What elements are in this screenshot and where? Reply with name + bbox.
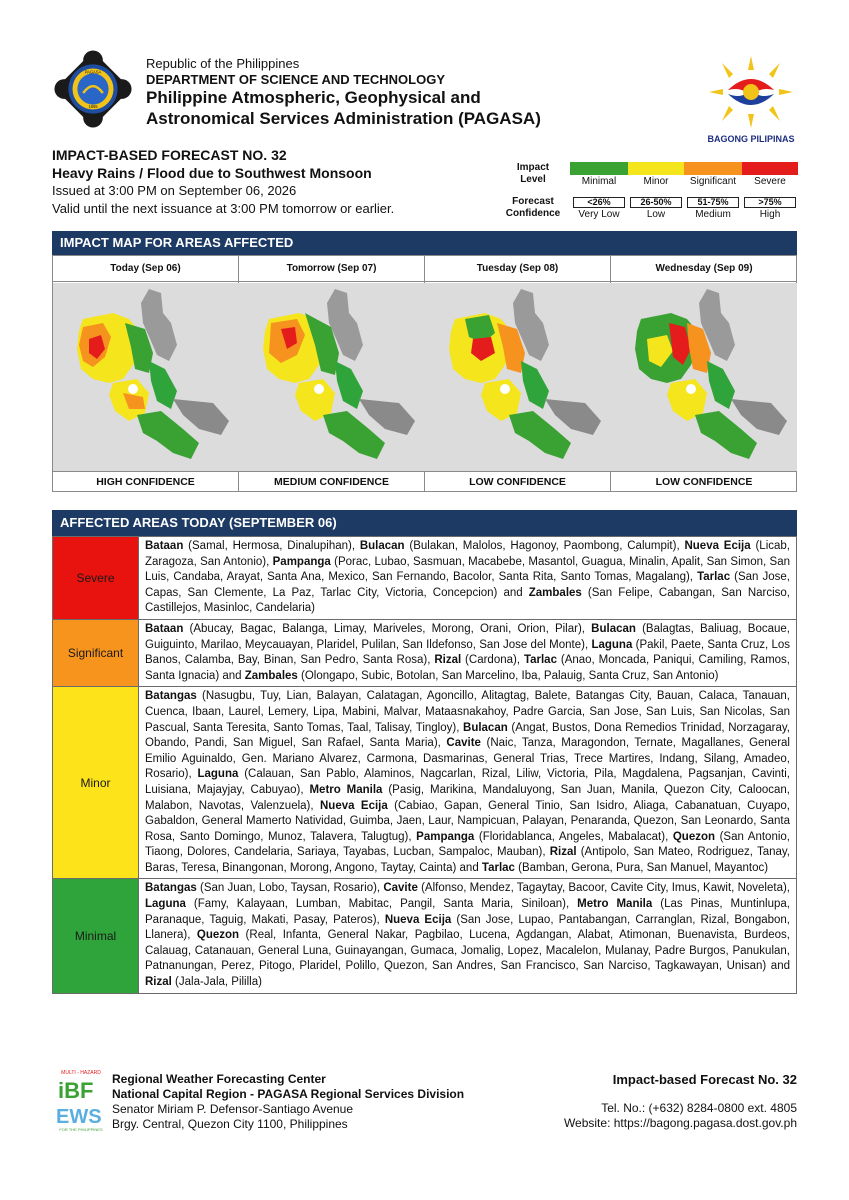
legend-level-severe: Severe xyxy=(754,176,786,187)
municipality-list: (Pakil, Paete, Santa Cruz, Los Banos, Calamba, Bay, Binan, San Pedro, Santa Rosa), xyxy=(145,638,790,667)
province-name: Rizal xyxy=(434,654,462,667)
impact-legend xyxy=(498,162,798,222)
footer-contact-block xyxy=(564,1072,797,1131)
municipality-list: (Licab, Zaragoza, San Antonio), xyxy=(145,540,790,568)
legend-pct-high: >75% xyxy=(744,197,796,208)
impact-map-grid xyxy=(52,255,797,492)
municipality-list: (Calauan, San Pablo, Alaminos, Nagcarlan, Rizal, Liliw, Victoria, Pila, Magdalena, Pagsanjan, Cavinti, Luisiana, Majayjay, Cabuyao), xyxy=(145,768,790,796)
province-name: Laguna xyxy=(145,898,186,911)
bagong-pilipinas-emblem-icon xyxy=(698,50,804,134)
map-panel-tuesday xyxy=(425,256,611,491)
map-day-label: Today (Sep 06) xyxy=(53,256,238,282)
province-name: Metro Manila xyxy=(309,783,383,796)
svg-text:EWS: EWS xyxy=(56,1106,102,1128)
province-name: Rizal xyxy=(145,976,172,989)
svg-text:MULTI - HAZARD: MULTI - HAZARD xyxy=(61,1070,101,1076)
legend-level-minor: Minor xyxy=(643,176,669,187)
affected-row-minor xyxy=(53,687,796,879)
legend-level-minimal: Minimal xyxy=(581,176,617,187)
municipality-list: (Olongapo, Subic, Botolan, San Marcelino, Iba, Palauig, Santa Cruz, San Antonio) xyxy=(297,669,719,682)
municipality-list: (Naic, Tanza, Maragondon, Ternate, Magallanes, General Emilio Aguinaldo, Gen. Mariano Alvarez, Carmona, Dasmarinas, General Trias, Trece Martires, Indang, Silang, Amadeo, Rosario), xyxy=(145,737,790,781)
issued-time: Issued at 3:00 PM on September 06, 2026 xyxy=(52,183,297,198)
municipality-list: (Angat, Bustos, Dona Remedios Trinidad, Norzagaray, Obando, Pandi, San Miguel, San Rafael, Santa Maria), xyxy=(145,721,790,750)
province-name: Tarlac xyxy=(523,654,557,667)
impact-map-wednesday xyxy=(611,283,797,471)
legend-conf-low: Low xyxy=(646,209,666,220)
municipality-list: (San Juan, Lobo, Taysan, Rosario), xyxy=(196,882,384,895)
municipality-list: (Alfonso, Mendez, Tagaytay, Bacoor, Cavite City, Imus, Kawit, Noveleta), xyxy=(417,882,790,895)
legend-conf-high: High xyxy=(759,209,781,220)
legend-conf-medium: Medium xyxy=(695,209,731,220)
agency-line-2: Astronomical Services Administration (PAGASA) xyxy=(146,109,541,128)
municipality-list: (Floridablanca, Angeles, Mabalacat), xyxy=(474,830,673,843)
province-name: Tarlac xyxy=(481,861,515,874)
footer-address-2: Brgy. Central, Quezon City 1100, Philippines xyxy=(112,1117,348,1131)
impact-level-cell: Minimal xyxy=(53,879,139,992)
affected-areas-cell xyxy=(139,879,796,992)
legend-swatch-significant xyxy=(684,162,742,175)
municipality-list: (Porac, Lubao, Sasmuan, Macabebe, Masantol, Guagua, Minalin, Apalit, San Simon, San Luis, Candaba, Arayat, Santa Ana, Mexico, San Fernando, Bacolor, Santa Rita, Santo Tomas, Magalang), xyxy=(145,555,790,584)
forecast-title-block xyxy=(52,146,492,218)
footer-address-1: Senator Miriam P. Defensor-Santiago Avenue xyxy=(112,1102,354,1116)
department-line: DEPARTMENT OF SCIENCE AND TECHNOLOGY xyxy=(146,72,446,87)
affected-row-minimal xyxy=(53,879,796,992)
impact-map-today xyxy=(53,283,239,471)
province-name: Zambales xyxy=(244,669,298,682)
municipality-list: (Balagtas, Baliuag, Bocaue, Guiguinto, Marilao, Meycauayan, Plaridel, Pulilan, San Ildefonso, San Jose del Monte), xyxy=(145,622,790,651)
municipality-list: (Abucay, Bagac, Balanga, Limay, Mariveles, Morong, Orani, Orion, Pilar), xyxy=(183,622,592,635)
province-name: Laguna xyxy=(591,638,633,651)
validity-note: Valid until the next issuance at 3:00 PM tomorrow or earlier. xyxy=(52,201,395,216)
province-name: Metro Manila xyxy=(577,898,653,911)
province-name: Quezon xyxy=(196,929,240,942)
province-name: Bulacan xyxy=(463,721,508,734)
province-name: Pampanga xyxy=(272,555,331,568)
legend-level-significant: Significant xyxy=(689,176,737,187)
province-name: Cavite xyxy=(383,882,418,895)
municipality-list: (Nasugbu, Tuy, Lian, Balayan, Calatagan, Agoncillo, Alitagtag, Balete, Batangas City, Bauan, Calaca, Tanauan, Cuenca, Ibaan, Laurel, Lemery, Lipa, Mabini, Malvar, Mataasnakahoy, Padre Garcia, San Jose, San Luis, San Nicolas, San Pascual, Santa Teresita, Santo Tomas, Taal, Talisay, Tingloy), xyxy=(145,690,790,734)
page-header xyxy=(50,44,810,144)
province-name: Laguna xyxy=(197,768,239,781)
page-footer xyxy=(52,1066,797,1136)
hazard-title: Heavy Rains / Flood due to Southwest Monsoon xyxy=(52,165,372,181)
municipality-list: (Pasig, Marikina, Mandaluyong, San Juan, Manila, Quezon City, Caloocan, Malabon, Navotas, Valenzuela), xyxy=(145,783,790,812)
province-name: Bataan xyxy=(145,540,184,552)
municipality-list: (Real, Infanta, General Nakar, Pagbilao, Lucena, Agdangan, Alabat, Atimonan, Buenavista, Burdeos, Calauag, Catanauan, General Luna, Guinayangan, Gumaca, Jomalig, Lopez, Macalelon, Mulanay, Padre Burgos, Panukulan, Patnanungan, Perez, Pitogo, Plaridel, Polillo, Quezon, San Andres, San Francisco, San Narciso, Tagkawayan, Unisan) and xyxy=(145,929,790,973)
province-name: Batangas xyxy=(145,690,197,703)
map-panel-tomorrow xyxy=(239,256,425,491)
municipality-list: (San Jose, Capas, San Clemente, La Paz, Tarlac City, Victoria, Concepcion) and xyxy=(145,571,790,599)
footer-address-block xyxy=(112,1072,464,1132)
province-name: Tarlac xyxy=(697,571,731,584)
province-name: Zambales xyxy=(528,586,582,599)
legend-pct-very-low: <26% xyxy=(573,197,625,208)
municipality-list: (Cabiao, Gapan, General Tinio, San Isidro, Aliaga, Cabanatuan, Cuyapo, Gabaldon, General Mamerto Natividad, Guimba, Jaen, Laur, Nampicuan, Palayan, Penaranda, Quezon, San Leonardo, Santa Rosa, Santo Domingo, Munoz, Talavera, Talugtug), xyxy=(145,799,790,843)
legend-swatch-severe xyxy=(742,162,798,175)
province-name: Bulacan xyxy=(591,622,636,635)
forecast-confidence-label: Forecast Confidence xyxy=(505,196,561,219)
affected-areas-cell xyxy=(139,687,796,878)
agency-line-1: Philippine Atmospheric, Geophysical and xyxy=(146,88,481,107)
province-name: Bulacan xyxy=(359,540,405,552)
province-name: Nueva Ecija xyxy=(384,913,452,926)
province-name: Rizal xyxy=(549,846,577,859)
province-name: Nueva Ecija xyxy=(319,799,388,812)
map-day-label: Tuesday (Sep 08) xyxy=(425,256,610,282)
map-confidence-label: LOW CONFIDENCE xyxy=(611,471,797,491)
impact-level-label: Impact Level xyxy=(516,162,550,185)
province-name: Batangas xyxy=(145,882,197,895)
municipality-list: (Bamban, Gerona, Pura, San Manuel, Mayantoc) xyxy=(514,861,769,874)
forecast-number: IMPACT-BASED FORECAST NO. 32 xyxy=(52,147,287,163)
svg-text:FOR THE PHILIPPINES: FOR THE PHILIPPINES xyxy=(59,1127,103,1132)
map-panel-wednesday xyxy=(611,256,797,491)
footer-doc-title: Impact-based Forecast No. 32 xyxy=(612,1072,797,1087)
dost-logo xyxy=(52,48,134,130)
municipality-list: (Famy, Kalayaan, Lumban, Mabitac, Pangil, Santa Maria, Siniloan), xyxy=(185,898,578,911)
map-confidence-label: HIGH CONFIDENCE xyxy=(53,471,238,491)
map-confidence-label: LOW CONFIDENCE xyxy=(425,471,610,491)
legend-swatch-minor xyxy=(628,162,684,175)
footer-website[interactable]: Website: https://bagong.pagasa.dost.gov.ph xyxy=(563,1116,797,1130)
impact-level-cell: Severe xyxy=(53,537,139,619)
municipality-list: (Cardona), xyxy=(461,654,524,667)
footer-org-2: National Capital Region - PAGASA Regional Services Division xyxy=(112,1087,465,1101)
svg-text:iBF: iBF xyxy=(58,1078,94,1103)
map-panel-today xyxy=(53,256,239,491)
province-name: Pampanga xyxy=(416,830,475,843)
impact-map-tuesday xyxy=(425,283,611,471)
municipality-list: (San Jose, Lupao, Pantabangan, Carranglan, Rizal, Bongabon, Llanera), xyxy=(145,913,790,942)
agency-name-block xyxy=(146,56,541,129)
affected-areas-table xyxy=(52,536,797,994)
map-confidence-label: MEDIUM CONFIDENCE xyxy=(239,471,424,491)
legend-pct-medium: 51-75% xyxy=(687,197,739,208)
municipality-list: (Antipolo, San Mateo, Rodriguez, Tanay, Baras, Teresa, Binangonan, Morong, Angono, Taytay, Cainta) and xyxy=(145,846,790,874)
municipality-list: (Samal, Hermosa, Dinalupihan), xyxy=(183,540,360,552)
municipality-list: (San Felipe, Cabangan, San Narciso, Castillejos, Masinloc, Candelaria) xyxy=(145,586,790,615)
legend-swatch-minimal xyxy=(570,162,628,175)
republic-line: Republic of the Philippines xyxy=(146,56,300,71)
province-name: Cavite xyxy=(446,737,481,750)
legend-pct-low: 26-50% xyxy=(630,197,682,208)
impact-level-cell: Minor xyxy=(53,687,139,878)
province-name: Quezon xyxy=(672,830,716,843)
municipality-list: (Anao, Moncada, Paniqui, Camiling, Ramos, Santa Ignacia) and xyxy=(145,654,790,682)
svg-text:PAGASA: PAGASA xyxy=(84,69,102,75)
municipality-list: (Jala-Jala, Pililla) xyxy=(171,976,262,989)
province-name: Nueva Ecija xyxy=(684,540,751,552)
affected-areas-section-title: AFFECTED AREAS TODAY (SEPTEMBER 06) xyxy=(52,510,797,536)
ibf-ews-logo xyxy=(54,1068,108,1134)
bagong-pilipinas-logo: BAGONG PILIPINAS xyxy=(698,50,804,150)
municipality-list: (Bulakan, Malolos, Hagonoy, Paombong, Calumpit), xyxy=(404,540,685,552)
municipality-list: (San Antonio, Tiaong, Dolores, Candelaria, Sariaya, Tayabas, Lucban, Sampaloc, Mauban), xyxy=(145,830,790,859)
svg-text:1865: 1865 xyxy=(88,103,98,109)
footer-telephone: Tel. No.: (+632) 8284-0800 ext. 4805 xyxy=(601,1101,797,1115)
affected-row-severe xyxy=(53,537,796,620)
impact-map-section-title: IMPACT MAP FOR AREAS AFFECTED xyxy=(52,231,797,255)
footer-org-1: Regional Weather Forecasting Center xyxy=(112,1072,326,1086)
affected-areas-cell xyxy=(139,620,796,686)
map-day-label: Tomorrow (Sep 07) xyxy=(239,256,424,282)
impact-map-tomorrow xyxy=(239,283,425,471)
municipality-list: (Las Pinas, Muntinlupa, Paranaque, Taguig, Makati, Pasay, Pateros), xyxy=(145,898,790,926)
map-day-label: Wednesday (Sep 09) xyxy=(611,256,797,282)
affected-row-significant xyxy=(53,620,796,687)
legend-conf-very-low: Very Low xyxy=(578,209,620,220)
impact-level-cell: Significant xyxy=(53,620,139,686)
affected-areas-cell xyxy=(139,537,796,619)
province-name: Bataan xyxy=(145,622,184,635)
